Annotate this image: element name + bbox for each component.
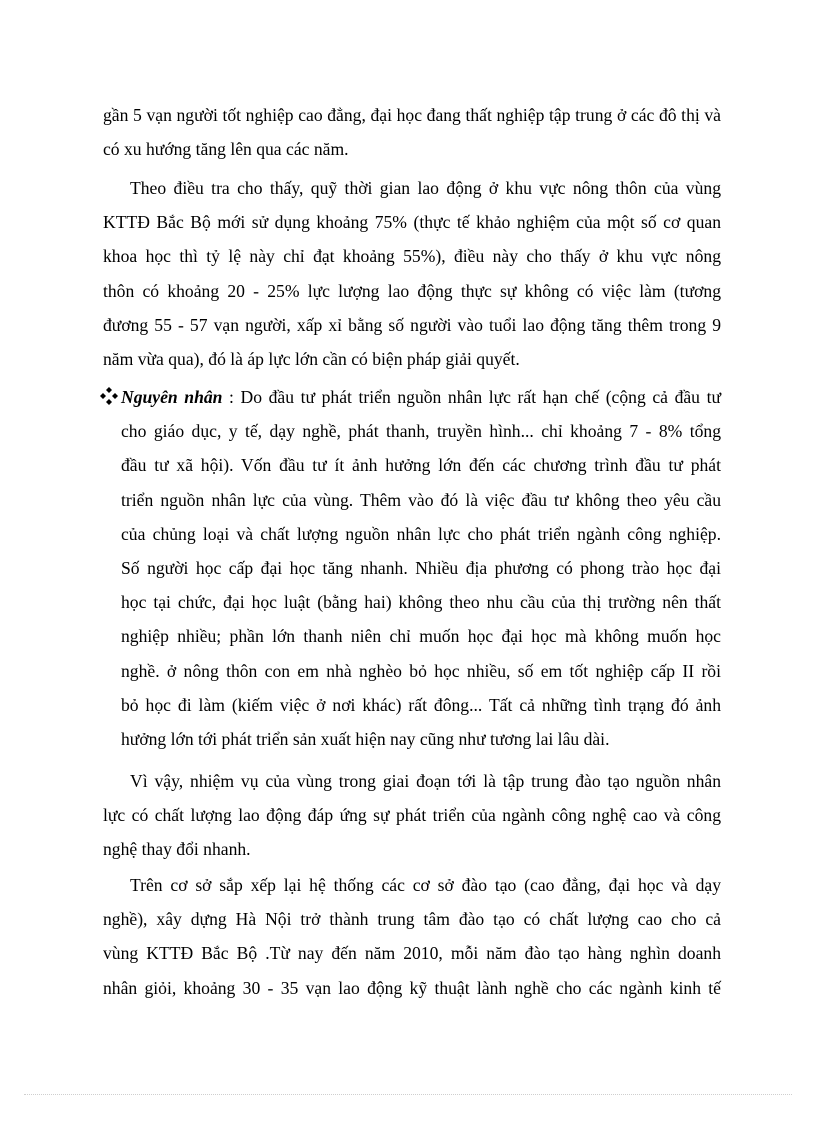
text-line: Theo điều tra cho thấy, quỹ thời gian lao động ở khu vực nông thôn của vùng [130, 178, 721, 198]
text-line: của chủng loại và chất lượng nguồn nhân lực cho phát triển ngành công nghiệp. [121, 523, 721, 544]
four-diamond-bullet-icon [99, 386, 119, 406]
text-line: KTTĐ Bắc Bộ mới sử dụng khoảng 75% (thực tế khảo nghiệm của một số cơ quan [103, 212, 721, 233]
text-line: Trên cơ sở sắp xếp lại hệ thống các cơ sở đào tạo (cao đẳng, đại học và dạy [130, 875, 721, 895]
paragraph-unemployment-urban [103, 98, 721, 166]
causes-first-line-text: : Do đầu tư phát triển nguồn nhân lực rất hạn chế (cộng cả đầu tư [222, 387, 721, 407]
text-line: học tại chức, đại học luật (bằng hai) không theo nhu cầu của thị trường nên thất [121, 592, 721, 613]
text-line: lực có chất lượng lao động đáp ứng sự phát triển của ngành công nghệ cao và công [103, 805, 721, 826]
paragraph-causes [121, 380, 721, 756]
text-line: hưởng lớn tới phát triển sản xuất hiện nay cũng như tương lai lâu dài. [121, 728, 610, 749]
text-line: bỏ học đi làm (kiếm việc ở nơi khác) rất đông... Tất cả những tình trạng đó ảnh [121, 694, 721, 715]
text-line: gần 5 vạn người tốt nghiệp cao đẳng, đại học đang thất nghiệp tập trung ở các đô thị và [103, 105, 721, 125]
text-line: có xu hướng tăng lên qua các năm. [103, 139, 349, 160]
text-line: vùng KTTĐ Bắc Bộ .Từ nay đến năm 2010, mỗi năm đào tạo hàng nghìn doanh [103, 943, 721, 964]
text-line: khoa học thì tỷ lệ này chỉ đạt khoảng 55%), điều này cho thấy ở khu vực nông [103, 246, 721, 267]
text-line [121, 380, 721, 414]
paragraph-regional-task [103, 764, 721, 867]
text-line: Số người học cấp đại học tăng nhanh. Nhiều địa phương có phong trào học đại [121, 557, 721, 578]
paragraph-training-plan [103, 868, 721, 1005]
text-line: triển nguồn nhân lực của vùng. Thêm vào đó là việc đầu tư không theo yêu cầu [121, 489, 721, 510]
page-bottom-divider [24, 1094, 792, 1095]
text-line: đương 55 - 57 vạn người, xấp xỉ bằng số người vào tuổi lao động tăng thêm trong 9 [103, 314, 721, 335]
text-line: Vì vậy, nhiệm vụ của vùng trong giai đoạn tới là tập trung đào tạo nguồn nhân [130, 771, 721, 791]
text-line: cho giáo dục, y tế, dạy nghề, phát thanh, truyền hình... chỉ khoảng 7 - 8% tổng [121, 421, 721, 442]
text-line: nghệ thay đổi nhanh. [103, 839, 251, 860]
text-line: nghề), xây dựng Hà Nội trở thành trung tâm đào tạo có chất lượng cao cho cả [103, 909, 721, 930]
text-line: năm vừa qua), đó là áp lực lớn cần có biện pháp giải quyết. [103, 348, 520, 369]
text-line: nghề. ở nông thôn con em nhà nghèo bỏ học nhiều, số em tốt nghiệp cấp II rồi [121, 660, 721, 681]
paragraph-rural-labor-time [103, 171, 721, 376]
causes-label: Nguyên nhân [121, 387, 223, 407]
text-line: đầu tư xã hội). Vốn đầu tư ít ảnh hưởng lớn đến các chương trình đầu tư phát [121, 455, 721, 476]
text-line: thôn có khoảng 20 - 25% lực lượng lao động thực sự không có việc làm (tương [103, 280, 721, 301]
text-line: nghiệp nhiều; phần lớn thanh niên chỉ muốn học đại học mà không muốn học [121, 626, 721, 647]
text-line: nhân giỏi, khoảng 30 - 35 vạn lao động kỹ thuật lành nghề cho các ngành kinh tế [103, 977, 721, 998]
